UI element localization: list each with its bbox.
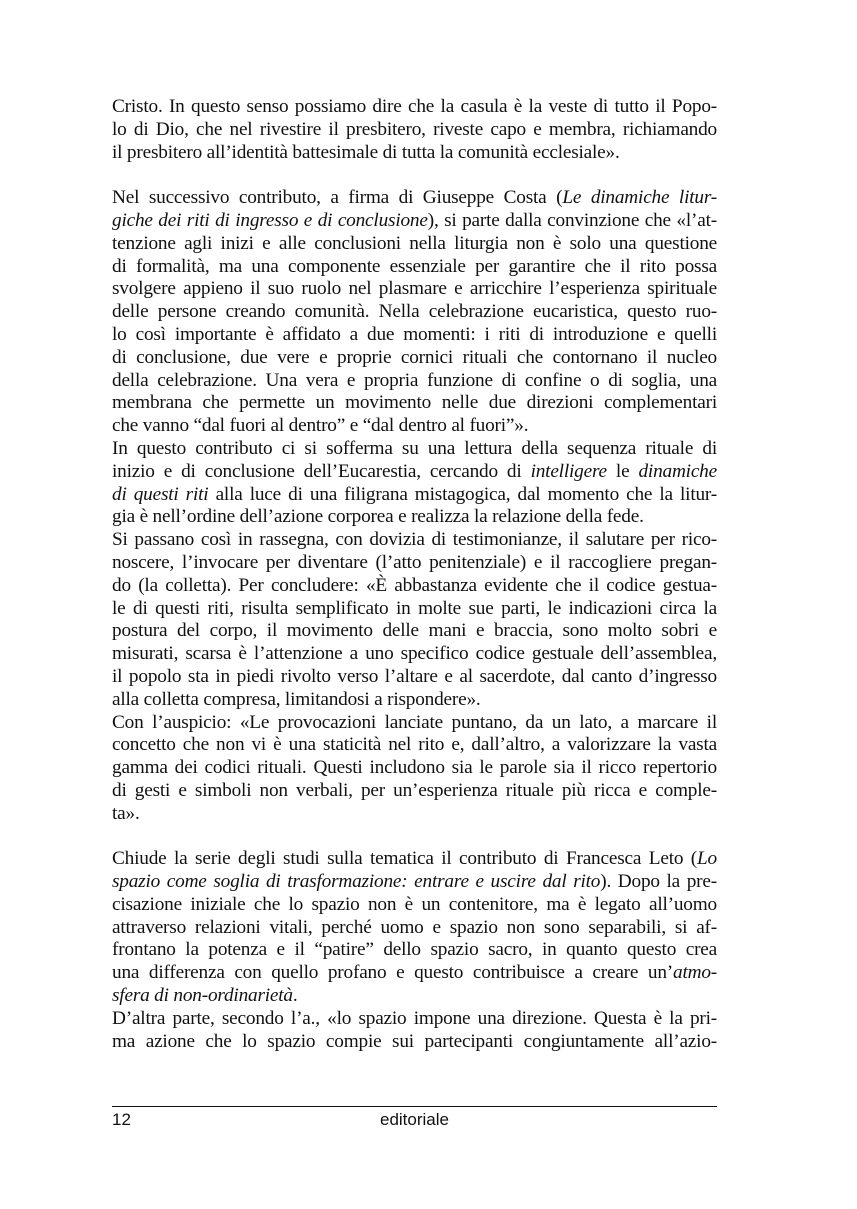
text-line: D’altra parte, secondo l’a., «lo spazio impone una direzione. Questa è la pri- [112,1007,717,1029]
text-line: noscere, l’invocare per diventare (l’atto penitenziale) e il raccogliere pregan- [112,551,717,573]
paragraph-gap [112,164,717,187]
text-line: delle persone creando comunità. Nella celebrazione eucaristica, questo ruo- [112,301,717,323]
text-line: membrana che permette un movimento nelle due direzioni complementari [112,392,717,414]
text-line: alla colletta compresa, limitandosi a rispondere». [112,688,481,710]
text-line: ta». [112,802,140,824]
text-line: inizio e di conclusione dell’Eucarestia, cercando di intelligere le dinamiche [112,460,717,482]
paragraph-gap [112,826,717,849]
text-line: lo di Dio, che nel rivestire il presbitero, riveste capo e membra, richiamando [112,118,717,140]
text-line: Cristo. In questo senso possiamo dire che la casula è la veste di tutto il Popo- [112,96,717,117]
page-footer [112,1110,717,1134]
text-line: sfera di non-ordinarietà. [112,985,298,1007]
running-title: editoriale [380,1110,449,1129]
text-line: di questi riti alla luce di una filigrana mistagogica, dal momento che la litur- [112,483,717,505]
text-line: gia è nell’ordine dell’azione corporea e realizza la relazione della fede. [112,506,644,528]
text-line: ma azione che lo spazio compie sui partecipanti congiuntamente all’azio- [112,1030,717,1052]
page-number: 12 [112,1110,131,1129]
text-line: lo così importante è affidato a due momenti: i riti di introduzione e quelli [112,323,717,345]
text-line: gamma dei codici rituali. Questi includono sia le parole sia il ricco repertorio [112,757,717,779]
text-line: il popolo sta in piedi rivolto verso l’altare e al sacerdote, dal canto d’ingresso [112,665,717,687]
text-line: cisazione iniziale che lo spazio non è un contenitore, ma è legato all’uomo [112,893,717,915]
text-line: In questo contributo ci si sofferma su una lettura della sequenza rituale di [112,437,717,459]
text-line: Nel successivo contributo, a firma di Giuseppe Costa (Le dinamiche litur- [112,187,717,209]
text-line: Chiude la serie degli studi sulla tematica il contributo di Francesca Leto (Lo [112,848,717,870]
text-line: una differenza con quello profano e questo contribuisce a creare un’atmo- [112,962,717,984]
text-line: giche dei riti di ingresso e di conclusione), si parte dalla convinzione che «l’at- [112,209,717,231]
text-line: postura del corpo, il movimento delle mani e braccia, sono molto sobri e [112,620,717,642]
text-line: spazio come soglia di trasformazione: entrare e uscire dal rito). Dopo la pre- [112,871,717,893]
text-line: le di questi riti, risulta semplificato in molte sue parti, le indicazioni circa la [112,597,717,619]
text-line: Con l’auspicio: «Le provocazioni lanciate puntano, da un lato, a marcare il [112,711,717,733]
text-line: tenzione agli inizi e alle conclusioni nella liturgia non è solo una questione [112,232,717,254]
text-line: di formalità, ma una componente essenziale per garantire che il rito possa [112,255,717,277]
text-line: il presbitero all’identità battesimale di tutta la comunità ecclesiale». [112,141,620,163]
text-line: svolgere appieno il suo ruolo nel plasmare e arricchire l’esperienza spirituale [112,278,717,300]
text-line: che vanno “dal fuori al dentro” e “dal dentro al fuori”». [112,415,529,437]
footer-rule [112,1106,717,1107]
text-line: di gesti e simboli non verbali, per un’esperienza rituale più ricca e comple- [112,779,717,801]
text-line: Si passano così in rassegna, con dovizia di testimonianze, il salutare per rico- [112,529,717,551]
page-body [112,96,717,1053]
text-line: frontano la potenza e il “patire” dello spazio sacro, in quanto questo crea [112,939,717,961]
text-line: della celebrazione. Una vera e propria funzione di confine o di soglia, una [112,369,717,391]
text-line: concetto che non vi è una staticità nel rito e, dall’altro, a valorizzare la vasta [112,734,717,756]
text-line: do (la colletta). Per concludere: «È abbastanza evidente che il codice gestua- [112,574,717,596]
text-line: di conclusione, due vere e proprie cornici rituali che contornano il nucleo [112,346,717,368]
text-line: attraverso relazioni vitali, perché uomo e spazio non sono separabili, si af- [112,916,717,938]
text-line: misurati, scarsa è l’attenzione a uno specifico codice gestuale dell’assemblea, [112,643,717,665]
